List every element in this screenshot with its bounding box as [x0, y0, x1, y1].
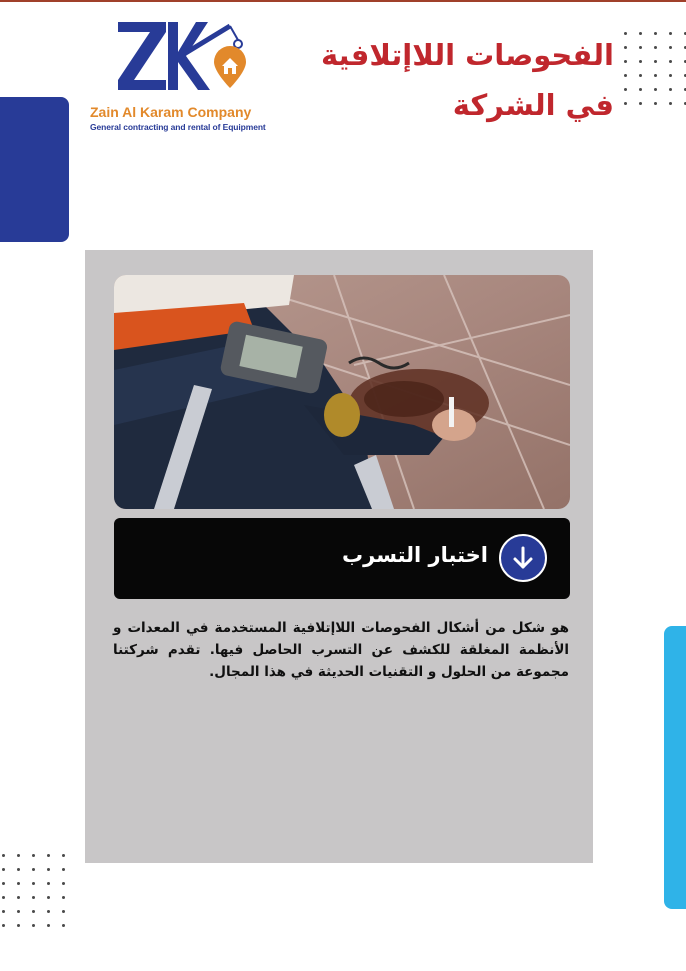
top-divider-line: [0, 0, 686, 2]
right-accent-tab: [664, 626, 686, 909]
leak-test-photo: [114, 275, 570, 509]
crane-house-logo-icon: [114, 18, 254, 102]
section-description: هو شكل من أشكال الفحوصات اللاإتلافية المستخدمة في المعدات و الأنظمة المغلقة للكشف عن التسرب الحاصل فيها. تقدم شركتنا مجموعة من الحلول و التقنيات الحديثة في هذا المجال.: [113, 620, 569, 680]
dot-pattern-top-right: [624, 32, 686, 105]
section-heading-bar: [114, 518, 570, 599]
page-title-line-2: في الشركة: [452, 88, 614, 122]
dot-pattern-bottom-left: [2, 854, 65, 927]
arrow-down-icon: [511, 546, 535, 570]
page-title-line-1: الفحوصات اللاإتلافية: [320, 38, 614, 72]
content-card: [85, 250, 593, 863]
technician-leak-test-image: [114, 275, 570, 509]
section-heading: اختبار التسرب: [342, 543, 488, 567]
company-logo: [86, 18, 276, 136]
company-tagline: General contracting and rental of Equipment: [90, 122, 266, 132]
page-title: [314, 30, 614, 130]
expand-button[interactable]: [499, 534, 547, 582]
company-name: Zain Al Karam Company: [90, 104, 252, 120]
left-accent-tab: [0, 97, 69, 242]
